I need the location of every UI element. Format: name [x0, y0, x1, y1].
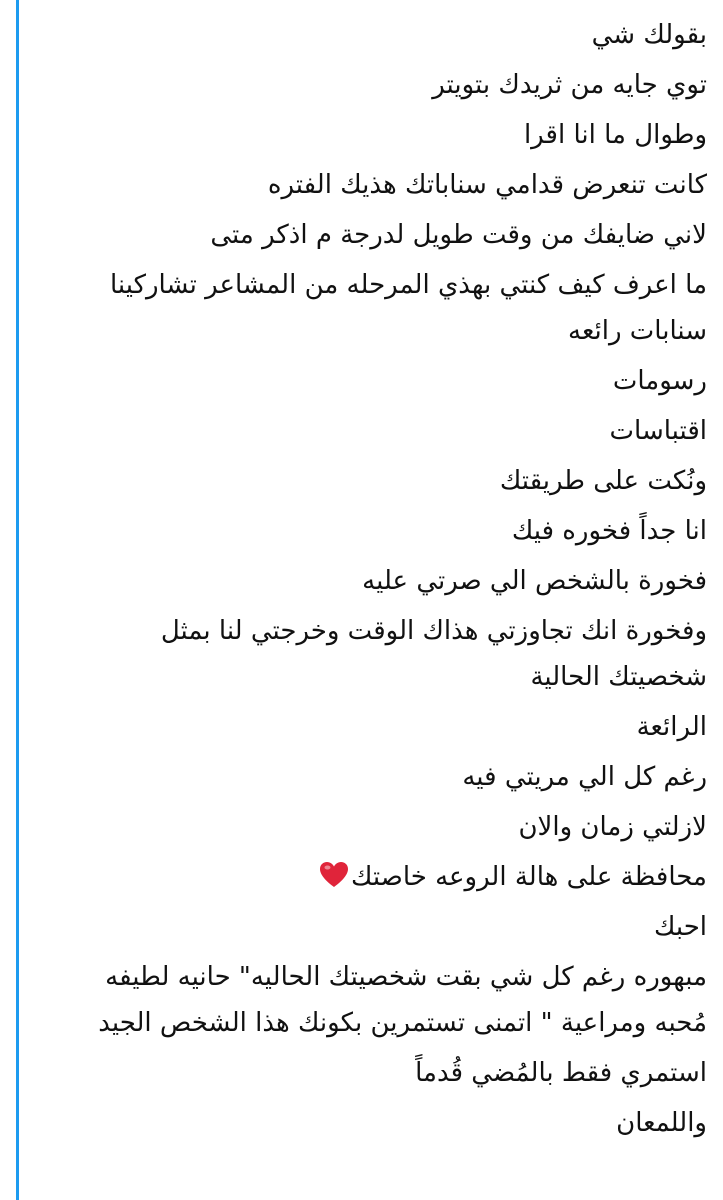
message-line: مبهوره رغم كل شي بقت شخصيتك الحاليه" حانيه لطيفه: [105, 962, 707, 992]
message-line: احبك: [653, 912, 707, 942]
message-line: كانت تنعرض قدامي سناباتك هذيك الفتره: [267, 170, 707, 200]
message-paragraph: [24, 262, 707, 354]
message-line-with-heart: [24, 852, 707, 902]
message-paragraph: [24, 954, 707, 1046]
heart-icon: [319, 856, 349, 884]
message-line: شخصيتك الحالية: [530, 662, 707, 692]
message-line: استمري فقط بالمُضي قُدماً: [415, 1058, 707, 1088]
message-line: بقولك شي: [591, 20, 707, 50]
message-line: ونُكت على طريقتك: [499, 466, 707, 496]
message-line: اقتباسات: [609, 416, 707, 446]
message-line: وفخورة انك تجاوزتي هذاك الوقت وخرجتي لنا بمثل: [160, 616, 707, 646]
message-line: مُحبه ومراعية " اتمنى تستمرين بكونك هذا الشخص الجيد: [98, 1008, 707, 1038]
quote-accent-bar: [16, 0, 19, 1200]
message-line: انا جداً فخوره فيك: [511, 516, 707, 546]
message-line-text: محافظة على هالة الروعه خاصتك: [350, 862, 707, 892]
message-body: [24, 10, 707, 1148]
message-line: ما اعرف كيف كنتي بهذي المرحله من المشاعر تشاركينا: [109, 270, 707, 300]
message-line: سنابات رائعه: [568, 316, 707, 346]
message-line: فخورة بالشخص الي صرتي عليه: [362, 566, 707, 596]
message-line: توي جايه من ثريدك بتويتر: [432, 70, 707, 100]
message-line: رغم كل الي مريتي فيه: [462, 762, 707, 792]
message-line: الرائعة: [636, 712, 707, 742]
message-line: لاني ضايفك من وقت طويل لدرجة م اذكر متى: [210, 220, 707, 250]
message-line: واللمعان: [616, 1108, 707, 1138]
message-line: رسومات: [612, 366, 707, 396]
message-line: لازلتي زمان والان: [518, 812, 707, 842]
message-line: وطوال ما انا اقرا: [523, 120, 707, 150]
message-paragraph: [24, 608, 707, 700]
